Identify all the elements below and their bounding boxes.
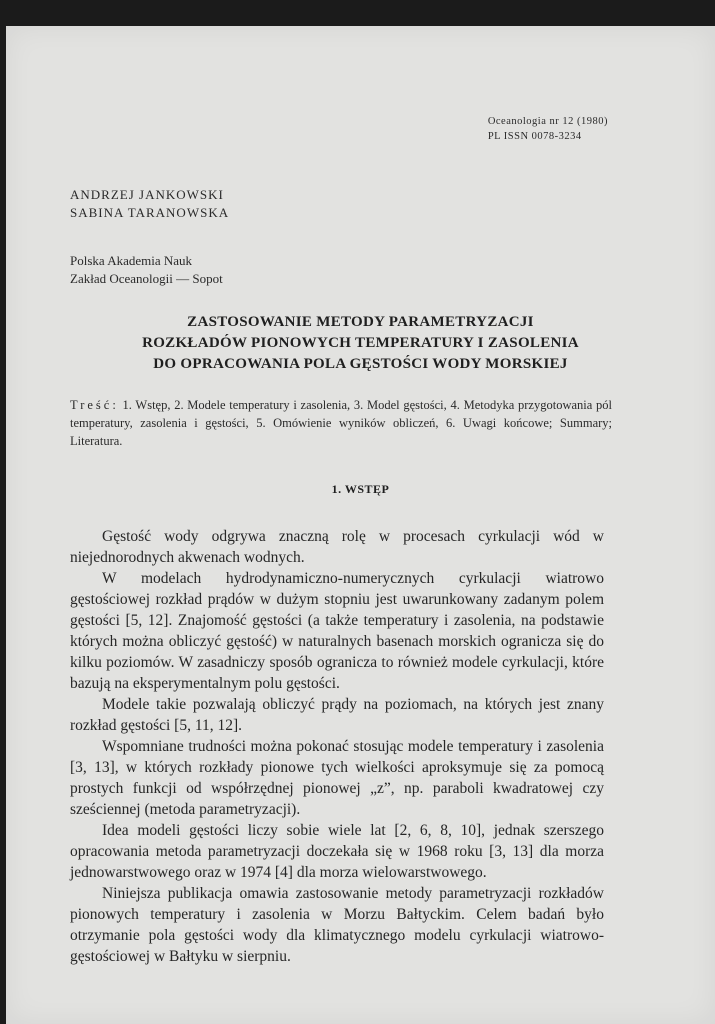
- paragraph: Gęstość wody odgrywa znaczną rolę w procesach cyrkulacji wód w niejednorodnych akwenach wodnych.: [70, 528, 604, 566]
- paper-title: [6, 312, 715, 375]
- paragraph: Wspomniane trudności można pokonać stosując modele temperatury i zasolenia [3, 13], w których rozkłady pionowe tych wielkości aproksymuje się za pomocą prostych funkcji od współrzędnej pionowej „z”, np. paraboli kwadratowej czy sześciennej (metoda parametryzacji).: [70, 738, 604, 818]
- author-1: ANDRZEJ JANKOWSKI: [70, 187, 224, 202]
- journal-reference: Oceanologia nr 12 (1980): [487, 116, 608, 127]
- contents-label: Treść:: [70, 398, 119, 412]
- journal-header: [488, 114, 608, 144]
- body-text: [70, 526, 604, 967]
- affiliation-department: Zakład Oceanologii — Sopot: [70, 271, 223, 286]
- document-page: [6, 26, 715, 1024]
- contents-text: 1. Wstęp, 2. Modele temperatury i zasolenia, 3. Model gęstości, 4. Metodyka przygotowania pól temperatury, zasolenia i gęstości, 5. Omówienie wyników obliczeń, 6. Uwagi końcowe; Summary; Literatura.: [70, 398, 612, 448]
- title-line-3: DO OPRACOWANIA POLA GĘSTOŚCI WODY MORSKIEJ: [153, 356, 568, 372]
- authors: [70, 186, 229, 222]
- paragraph: Idea modeli gęstości liczy sobie wiele lat [2, 6, 8, 10], jednak szerszego opracowania metoda parametryzacji doczekała się w 1968 roku [3, 13] dla morza jednowarstwowego oraz w 1974 [4] dla morza wielowarstwowego.: [70, 822, 604, 881]
- affiliation-institution: Polska Akademia Nauk: [70, 253, 193, 268]
- author-2: SABINA TARANOWSKA: [70, 205, 230, 220]
- title-line-1: ZASTOSOWANIE METODY PARAMETRYZACJI: [187, 314, 534, 330]
- affiliation: [70, 252, 223, 288]
- paragraph: W modelach hydrodynamiczno-numerycznych cyrkulacji wiatrowo gęstościowej rozkład prądów w dużym stopniu jest uwarunkowany zadanym polem gęstości [5, 12]. Znajomość gęstości (a także temperatury i zasolenia, na podstawie których można obliczyć gęstość) w naturalnych basenach morskich ogranicza się do kilku poziomów. W zasadniczy sposób ogranicza to również modele cyrkulacji, które bazują na eksperymentalnym polu gęstości.: [70, 570, 604, 692]
- paragraph: Niniejsza publikacja omawia zastosowanie metody parametryzacji rozkładów pionowych temperatury i zasolenia w Morzu Bałtyckim. Celem badań było otrzymanie pola gęstości wody dla klimatycznego modelu cyrkulacji wiatrowo-gęstościowej w Bałtyku w sierpniu.: [70, 885, 604, 965]
- issn: PL ISSN 0078-3234: [487, 131, 582, 142]
- paragraph: Modele takie pozwalają obliczyć prądy na poziomach, na których jest znany rozkład gęstości [5, 11, 12].: [70, 696, 604, 734]
- section-heading: 1. WSTĘP: [331, 482, 390, 496]
- contents-abstract: [70, 396, 612, 450]
- title-line-2: ROZKŁADÓW PIONOWYCH TEMPERATURY I ZASOLENIA: [142, 335, 579, 351]
